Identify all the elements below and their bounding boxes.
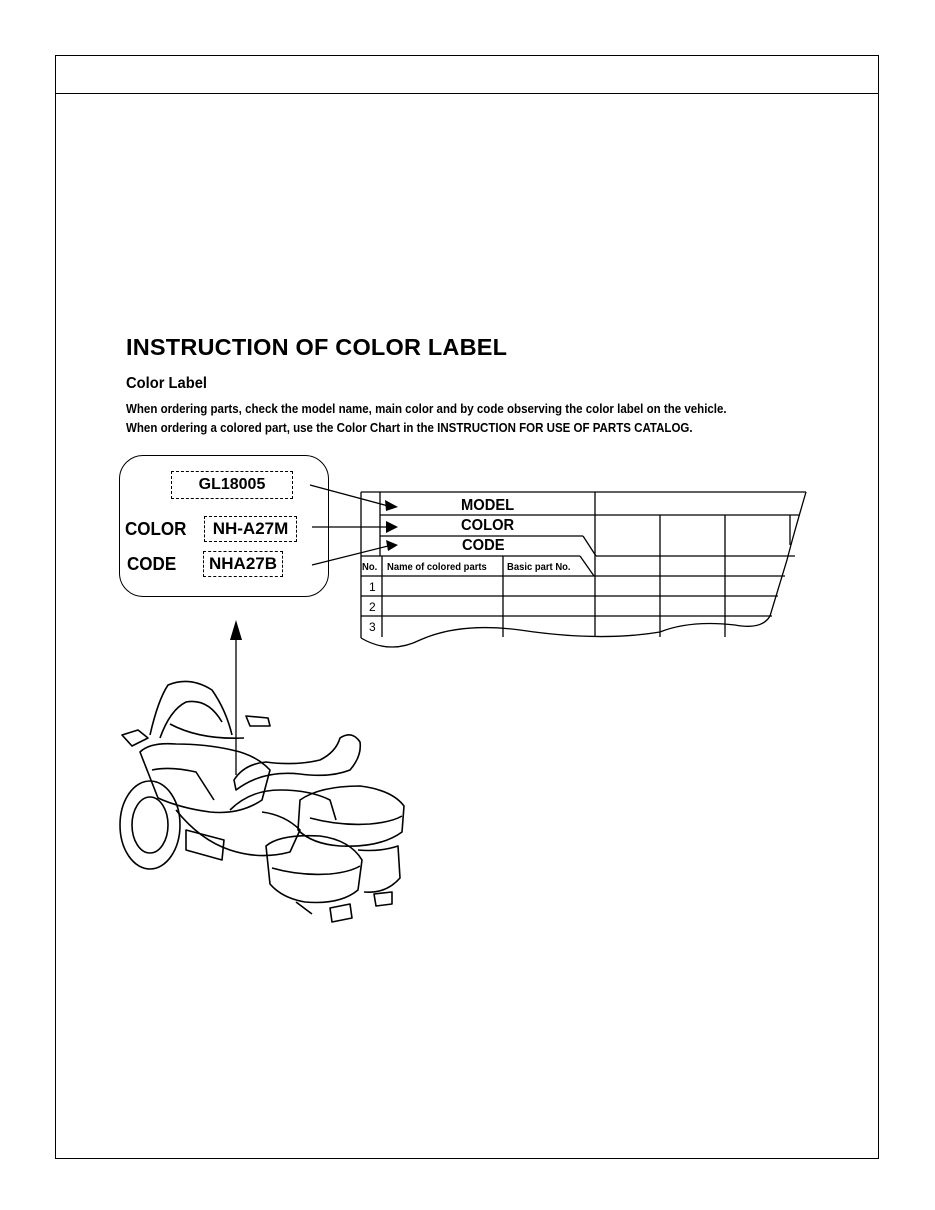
label-code-value: NHA27B (203, 551, 283, 577)
chart-row-number: 1 (369, 580, 376, 594)
label-color-key: COLOR (125, 518, 187, 539)
chart-row-number: 3 (369, 620, 376, 634)
chart-model-label: MODEL (461, 497, 515, 514)
chart-header-basic: Basic part No. (507, 561, 571, 573)
section-subtitle: Color Label (126, 375, 207, 392)
chart-color-label: COLOR (461, 517, 515, 534)
chart-code-label: CODE (462, 537, 505, 554)
instruction-line-1: When ordering parts, check the model name, main color and by code observing the color label on the vehicle. (126, 402, 727, 416)
label-model-value: GL18005 (171, 471, 293, 499)
label-code-key: CODE (127, 553, 177, 574)
chart-header-name: Name of colored parts (387, 561, 487, 573)
motorcycle-icon (120, 681, 404, 922)
chart-header-no: No. (362, 561, 378, 573)
page-title: INSTRUCTION OF COLOR LABEL (126, 334, 508, 360)
chart-row-number: 2 (369, 600, 376, 614)
instruction-line-2: When ordering a colored part, use the Color Chart in the INSTRUCTION FOR USE OF PARTS CATALOG. (126, 421, 693, 435)
label-color-value: NH-A27M (204, 516, 297, 542)
